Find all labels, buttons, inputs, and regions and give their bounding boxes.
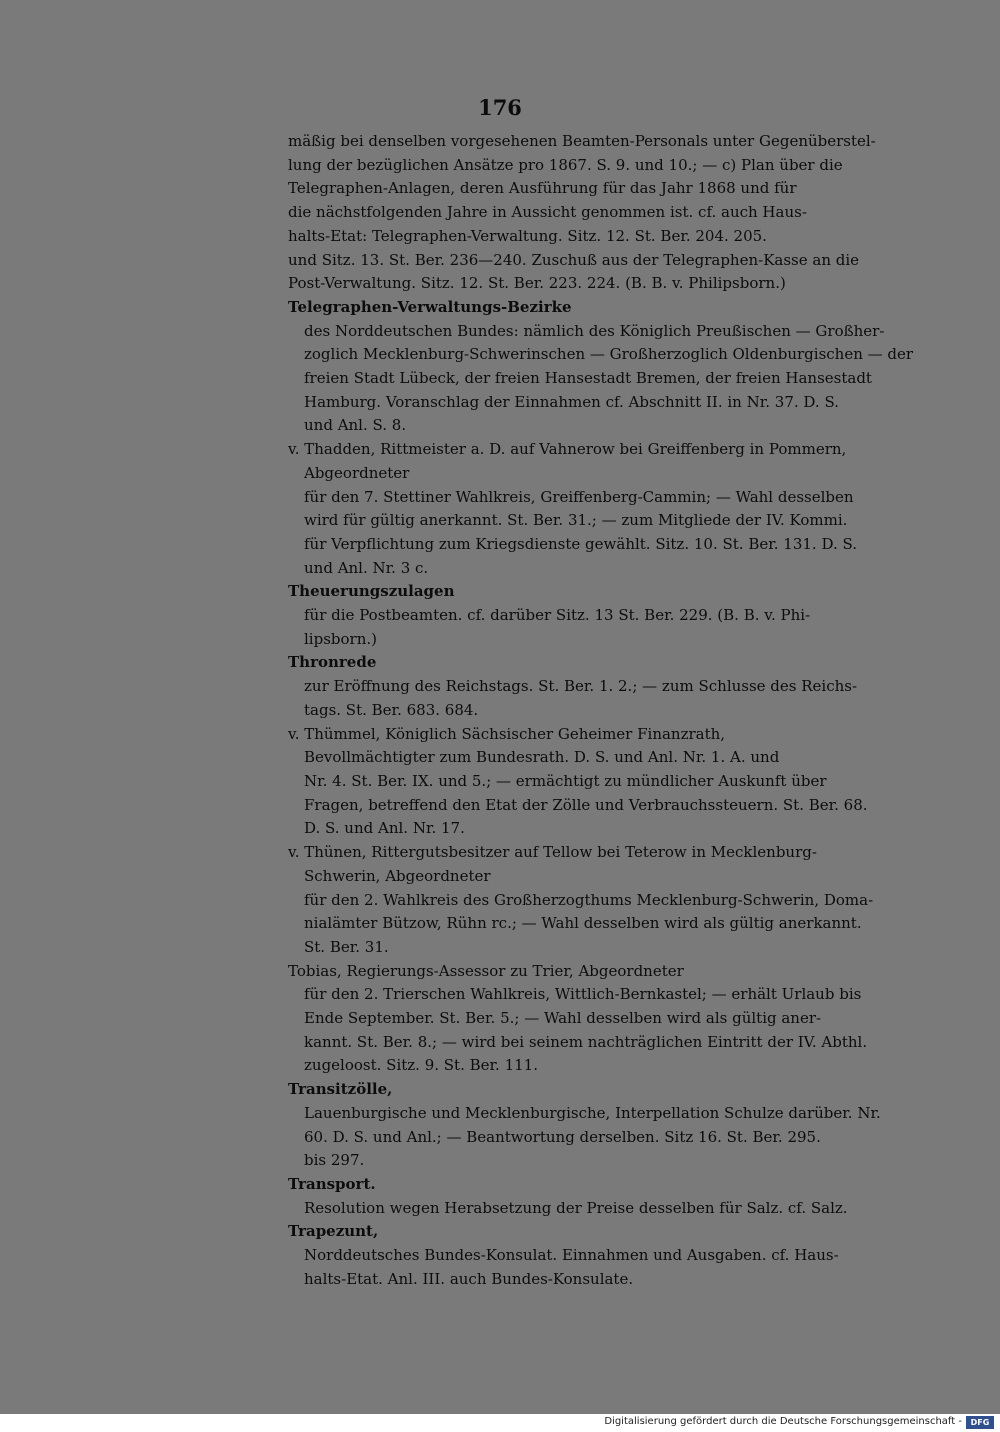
footer-bar: [0, 1414, 1000, 1432]
text-line: Ende September. St. Ber. 5.; — Wahl desselben wird als gültig aner-: [304, 1009, 822, 1028]
entry-heading: Transport.: [288, 1174, 376, 1193]
entry-heading: v. Thadden, Rittmeister a. D. auf Vahnerow bei Greiffenberg in Pommern,: [288, 440, 847, 459]
text-line: für Verpflichtung zum Kriegsdienste gewählt. Sitz. 10. St. Ber. 131. D. S.: [304, 534, 858, 553]
text-line: Bevollmächtigter zum Bundesrath. D. S. und Anl. Nr. 1. A. und: [304, 748, 780, 767]
text-line: und Anl. Nr. 3 c.: [304, 558, 429, 577]
text-line: für den 2. Trierschen Wahlkreis, Wittlich-Bernkastel; — erhält Urlaub bis: [304, 985, 862, 1004]
text-line: Telegraphen-Anlagen, deren Ausführung für das Jahr 1868 und für: [288, 179, 797, 198]
index-entries: [288, 130, 914, 1291]
text-line: Nr. 4. St. Ber. IX. und 5.; — ermächtigt zu mündlicher Auskunft über: [304, 771, 827, 790]
text-line: halts-Etat: Telegraphen-Verwaltung. Sitz. 12. St. Ber. 204. 205.: [288, 226, 767, 245]
entry-heading: Thronrede: [288, 653, 377, 672]
text-line: Hamburg. Voranschlag der Einnahmen cf. Abschnitt II. in Nr. 37. D. S.: [304, 392, 839, 411]
text-line: kannt. St. Ber. 8.; — wird bei seinem nachträglichen Eintritt der IV. Abthl.: [304, 1032, 868, 1051]
page-number: 176: [478, 95, 522, 120]
text-line: zugeloost. Sitz. 9. St. Ber. 111.: [304, 1056, 538, 1075]
entry-heading: Trapezunt,: [288, 1222, 379, 1241]
dfg-logo: DFG: [966, 1416, 994, 1429]
text-line: freien Stadt Lübeck, der freien Hansestadt Bremen, der freien Hansestadt: [304, 369, 872, 388]
text-line: für die Postbeamten. cf. darüber Sitz. 13 St. Ber. 229. (B. B. v. Phi-: [304, 606, 811, 625]
text-line: zoglich Mecklenburg-Schwerinschen — Großherzoglich Oldenburgischen — der: [304, 345, 914, 364]
text-line: St. Ber. 31.: [304, 937, 389, 956]
text-line: wird für gültig anerkannt. St. Ber. 31.; — zum Mitgliede der IV. Kommi.: [304, 511, 848, 530]
entry-heading: Theuerungszulagen: [288, 582, 455, 601]
entry-heading: Tobias, Regierungs-Assessor zu Trier, Abgeordneter: [288, 961, 684, 980]
text-line: und Sitz. 13. St. Ber. 236—240. Zuschuß aus der Telegraphen-Kasse an die: [288, 250, 860, 269]
entry-heading: v. Thümmel, Königlich Sächsischer Geheimer Finanzrath,: [288, 724, 726, 743]
text-line: 60. D. S. und Anl.; — Beantwortung derselben. Sitz 16. St. Ber. 295.: [304, 1127, 821, 1146]
text-line: Fragen, betreffend den Etat der Zölle und Verbrauchssteuern. St. Ber. 68.: [304, 795, 868, 814]
text-line: tags. St. Ber. 683. 684.: [304, 700, 479, 719]
text-line: zur Eröffnung des Reichstags. St. Ber. 1. 2.; — zum Schlusse des Reichs-: [304, 677, 858, 696]
text-line: nialämter Bützow, Rühn rc.; — Wahl desselben wird als gültig anerkannt.: [304, 914, 862, 933]
text-line: D. S. und Anl. Nr. 17.: [304, 819, 465, 838]
text-line: halts-Etat. Anl. III. auch Bundes-Konsulate.: [304, 1269, 634, 1288]
text-line: des Norddeutschen Bundes: nämlich des Königlich Preußischen — Großher-: [304, 321, 885, 340]
text-line: lung der bezüglichen Ansätze pro 1867. S. 9. und 10.; — c) Plan über die: [288, 155, 843, 174]
text-line: Norddeutsches Bundes-Konsulat. Einnahmen und Ausgaben. cf. Haus-: [304, 1246, 839, 1265]
text-line: die nächstfolgenden Jahre in Aussicht genommen ist. cf. auch Haus-: [288, 203, 807, 222]
text-line: für den 2. Wahlkreis des Großherzogthums Mecklenburg-Schwerin, Doma-: [304, 890, 874, 909]
text-line: Resolution wegen Herabsetzung der Preise desselben für Salz. cf. Salz.: [304, 1198, 848, 1217]
entry-heading: Transitzölle,: [288, 1080, 393, 1099]
text-line: Schwerin, Abgeordneter: [304, 866, 491, 885]
text-line: lipsborn.): [304, 629, 377, 648]
text-line: Post-Verwaltung. Sitz. 12. St. Ber. 223. 224. (B. B. v. Philipsborn.): [288, 274, 786, 293]
text-line: für den 7. Stettiner Wahlkreis, Greiffenberg-Cammin; — Wahl desselben: [304, 487, 854, 506]
entry-heading: Telegraphen-Verwaltungs-Bezirke: [288, 297, 572, 316]
entry-heading: v. Thünen, Rittergutsbesitzer auf Tellow bei Teterow in Mecklenburg-: [288, 843, 817, 862]
text-line: Abgeordneter: [304, 463, 410, 482]
text-line: mäßig bei denselben vorgesehenen Beamten-Personals unter Gegenüberstel-: [288, 132, 876, 150]
text-line: und Anl. S. 8.: [304, 416, 407, 435]
text-line: bis 297.: [304, 1151, 365, 1170]
text-line: Lauenburgische und Mecklenburgische, Interpellation Schulze darüber. Nr.: [304, 1103, 881, 1122]
footer-credit: Digitalisierung gefördert durch die Deutsche Forschungsgemeinschaft -: [604, 1416, 962, 1427]
